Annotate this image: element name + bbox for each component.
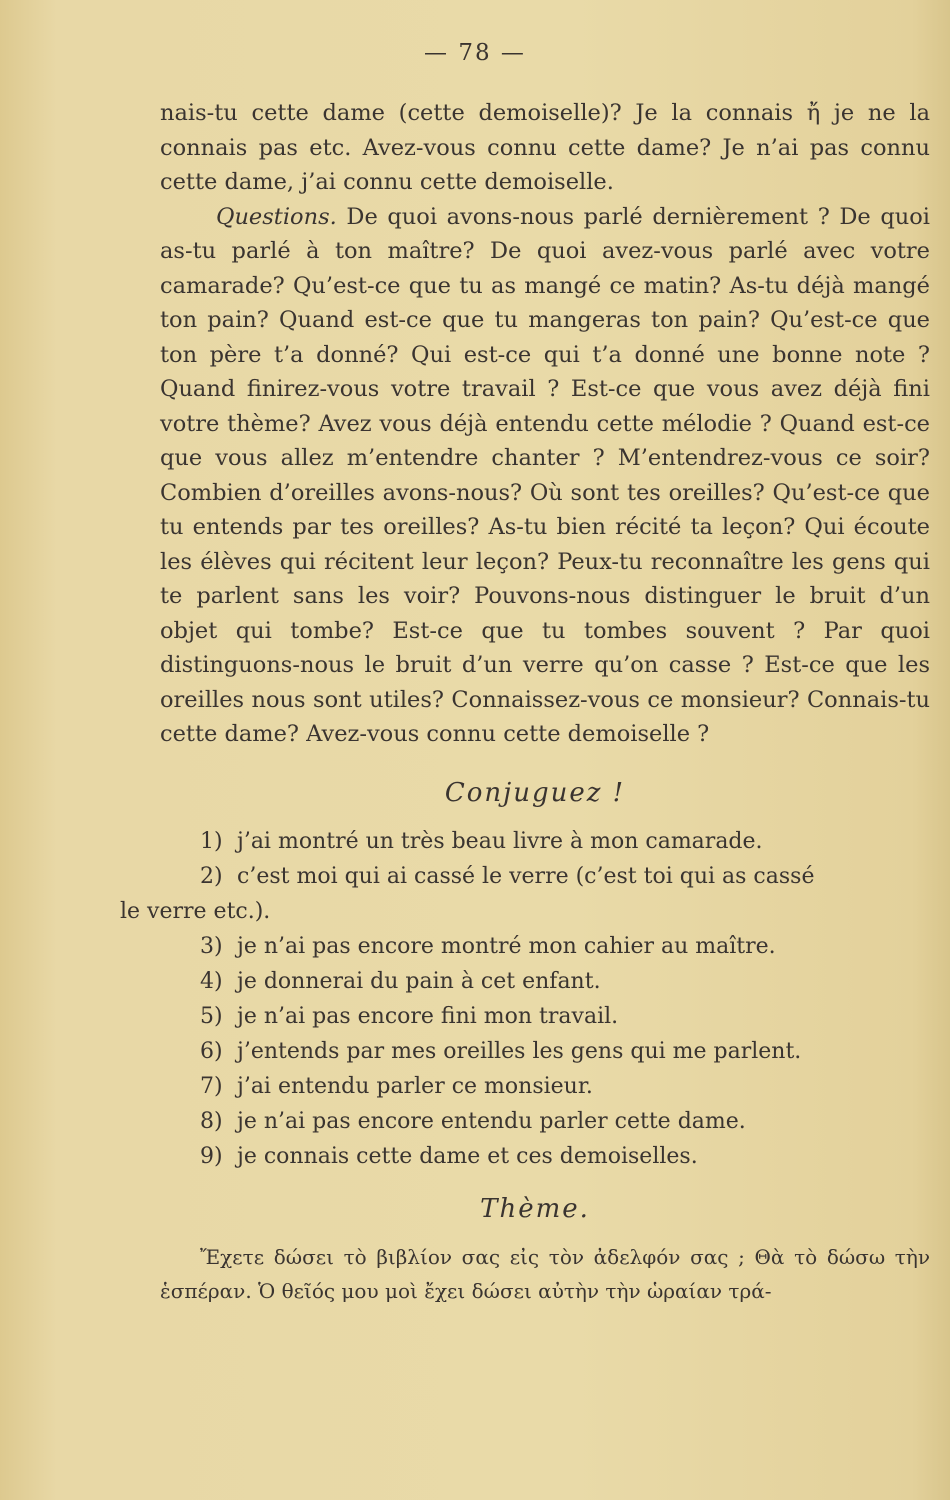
conjugation-list — [120, 824, 930, 1174]
item-number: 6) — [200, 1038, 223, 1064]
item-text: j’entends par mes oreilles les gens qui me parlent. — [237, 1038, 802, 1064]
conjugation-item — [160, 859, 930, 894]
item-text: je n’ai pas encore fini mon travail. — [237, 1003, 619, 1029]
item-number: 9) — [200, 1143, 223, 1169]
item-text-continued: le verre etc.). — [120, 898, 271, 924]
item-number: 1) — [200, 828, 223, 854]
conjugation-item — [160, 1069, 930, 1104]
questions-label: Questions. — [216, 203, 337, 230]
conjugation-item — [160, 999, 930, 1034]
questions-paragraph — [160, 200, 930, 752]
theme-heading: Thème. — [480, 1193, 590, 1224]
greek-text: Ἔχετε δώσει τὸ βιβλίον σας εἰς τὸν ἀδελφόν σας ; Θὰ τὸ δώσω τὴν ἑσπέραν. Ὁ θεῖός μου μοὶ ἔχει δώσει αὐτὴν τὴν ὡραίαν τρά- — [160, 1244, 930, 1303]
item-number: 5) — [200, 1003, 223, 1029]
conjugation-item — [160, 824, 930, 859]
item-number: 3) — [200, 933, 223, 959]
conjugation-item — [160, 1034, 930, 1069]
item-text: c’est moi qui ai cassé le verre (c’est toi qui as cassé — [237, 863, 815, 889]
conjugation-item — [160, 1104, 930, 1139]
item-number: 7) — [200, 1073, 223, 1099]
item-number: 8) — [200, 1108, 223, 1134]
item-text: j’ai entendu parler ce monsieur. — [237, 1073, 593, 1099]
item-text: je n’ai pas encore entendu parler cette dame. — [237, 1108, 746, 1134]
questions-text: De quoi avons-nous parlé dernièrement ? De quoi as-tu parlé à ton maître? De quoi avez-vous parlé avec votre camarade? Qu’est-ce que tu as mangé ce matin? As-tu déjà mangé ton pain? Quand est-ce que tu mangeras ton pain? Qu’est-ce que ton père t’a donné? Qui est-ce qui t’a donné une bonne note ? Quand finirez-vous votre travail ? Est-ce que vous avez déjà fini votre thème? Avez vous déjà entendu cette mélodie ? Quand est-ce que vous allez m’entendre chanter ? M’entendrez-vous ce soir? Combien d’oreilles avons-nous? Où sont tes oreilles? Qu’est-ce que tu entends par tes oreilles? As-tu bien récité ta leçon? Qui écoute les élèves qui récitent leur leçon? Peux-tu reconnaître les gens qui te parlent sans les voir? Pouvons-nous distinguer le bruit d’un objet qui tombe? Est-ce que tu tombes souvent ? Par quoi distinguons-nous le bruit d’un verre qu’on casse ? Est-ce que les oreilles nous sont utiles? Connaissez-vous ce monsieur? Connais-tu cette dame? Avez-vous connu cette demoiselle ? — [160, 203, 930, 747]
conjugation-item — [160, 964, 930, 999]
item-text: je connais cette dame et ces demoiselles. — [237, 1143, 698, 1169]
page-body — [120, 96, 930, 1308]
greek-exercise — [160, 1240, 930, 1308]
item-text: je n’ai pas encore montré mon cahier au maître. — [237, 933, 776, 959]
conjugation-item-continuation — [120, 894, 930, 929]
paragraph-intro: nais-tu cette dame (cette demoiselle)? Je la connais ἤ je ne la connais pas etc. Avez-vous connu cette dame? Je n’ai pas connu cette dame, j’ai connu cette demoiselle. — [160, 100, 930, 195]
item-number: 2) — [200, 863, 223, 889]
conjugation-item — [160, 1139, 930, 1174]
conjugation-item — [160, 929, 930, 964]
page-number: — 78 — — [424, 40, 526, 66]
item-text: j’ai montré un très beau livre à mon camarade. — [237, 828, 763, 854]
item-text: je donnerai du pain à cet enfant. — [237, 968, 601, 994]
conjuguez-heading: Conjuguez ! — [444, 777, 626, 808]
item-number: 4) — [200, 968, 223, 994]
